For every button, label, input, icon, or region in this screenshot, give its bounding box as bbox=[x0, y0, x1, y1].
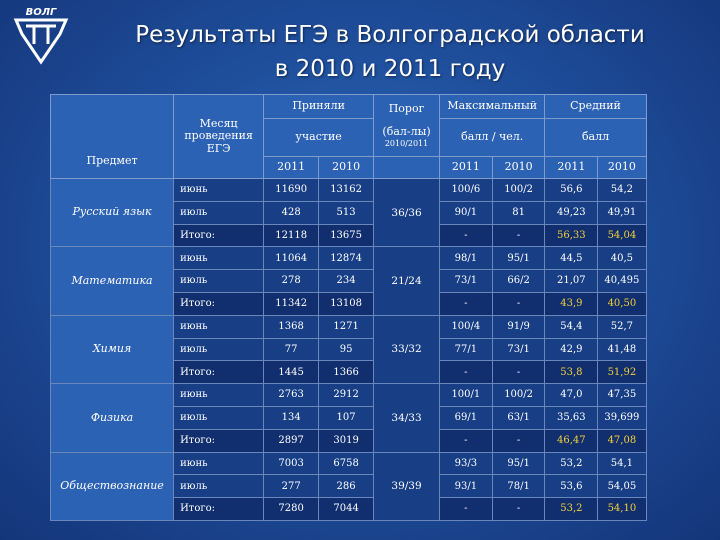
accepted-2010-cell: 1271 bbox=[319, 315, 374, 338]
accepted-2011-cell: 277 bbox=[264, 475, 319, 498]
accepted-2010-cell: 107 bbox=[319, 406, 374, 429]
avg-2010-cell: 54,2 bbox=[598, 179, 646, 202]
month-cell: Итого: bbox=[174, 498, 264, 521]
subject-name: Русский язык bbox=[51, 179, 174, 247]
max-2010-cell: 100/2 bbox=[492, 179, 545, 202]
results-table bbox=[50, 94, 695, 521]
accepted-2011-cell: 1445 bbox=[264, 361, 319, 384]
max-2011-cell: 69/1 bbox=[439, 406, 492, 429]
header-max-2011: 2011 bbox=[439, 157, 492, 179]
accepted-2010-cell: 12874 bbox=[319, 247, 374, 270]
accepted-2010-cell: 286 bbox=[319, 475, 374, 498]
header-max: Максимальный bbox=[439, 95, 545, 119]
avg-2010-cell: 41,48 bbox=[598, 338, 646, 361]
accepted-2010-cell: 1366 bbox=[319, 361, 374, 384]
month-cell: Итого: bbox=[174, 429, 264, 452]
header-threshold bbox=[374, 95, 440, 157]
subject-name: Физика bbox=[51, 384, 174, 452]
avg-2010-cell: 49,91 bbox=[598, 201, 646, 224]
month-cell: июнь bbox=[174, 384, 264, 407]
avg-2010-cell: 54,05 bbox=[598, 475, 646, 498]
max-2010-cell: 81 bbox=[492, 201, 545, 224]
table-row bbox=[51, 247, 695, 270]
accepted-2010-cell: 2912 bbox=[319, 384, 374, 407]
accepted-2011-cell: 7280 bbox=[264, 498, 319, 521]
max-2010-cell: 95/1 bbox=[492, 247, 545, 270]
month-cell: июнь bbox=[174, 315, 264, 338]
avg-2010-cell: 51,92 bbox=[598, 361, 646, 384]
header-avg: Средний bbox=[545, 95, 646, 119]
avg-2011-cell: 56,6 bbox=[545, 179, 598, 202]
accepted-2010-cell: 7044 bbox=[319, 498, 374, 521]
avg-2011-cell: 44,5 bbox=[545, 247, 598, 270]
month-cell: июль bbox=[174, 475, 264, 498]
header-month: Месяц проведения ЕГЭ bbox=[174, 95, 264, 179]
avg-2010-cell: 40,50 bbox=[598, 292, 646, 315]
max-2011-cell: 77/1 bbox=[439, 338, 492, 361]
max-2010-cell: 63/1 bbox=[492, 406, 545, 429]
avg-2011-cell: 53,2 bbox=[545, 452, 598, 475]
header-avg-2010: 2010 bbox=[598, 157, 646, 179]
avg-2011-cell: 53,8 bbox=[545, 361, 598, 384]
avg-2010-cell: 54,1 bbox=[598, 452, 646, 475]
avg-2010-cell: 54,04 bbox=[598, 224, 646, 247]
max-2011-cell: 73/1 bbox=[439, 270, 492, 293]
accepted-2010-cell: 13162 bbox=[319, 179, 374, 202]
header-acc-2011: 2011 bbox=[264, 157, 319, 179]
accepted-2010-cell: 3019 bbox=[319, 429, 374, 452]
subject-name: Обществознание bbox=[51, 452, 174, 520]
accepted-2010-cell: 234 bbox=[319, 270, 374, 293]
header-threshold-unit: (бал-лы) bbox=[382, 124, 431, 138]
max-2010-cell: 73/1 bbox=[492, 338, 545, 361]
avg-2011-cell: 54,4 bbox=[545, 315, 598, 338]
threshold-cell: 21/24 bbox=[374, 247, 440, 315]
max-2011-cell: 93/1 bbox=[439, 475, 492, 498]
avg-2010-cell: 54,10 bbox=[598, 498, 646, 521]
threshold-cell: 36/36 bbox=[374, 179, 440, 247]
avg-2011-cell: 43,9 bbox=[545, 292, 598, 315]
max-2010-cell: 66/2 bbox=[492, 270, 545, 293]
max-2011-cell: - bbox=[439, 429, 492, 452]
avg-2010-cell: 40,5 bbox=[598, 247, 646, 270]
avg-2010-cell: 52,7 bbox=[598, 315, 646, 338]
logo-text: ВОЛГ bbox=[25, 7, 57, 18]
max-2011-cell: 100/6 bbox=[439, 179, 492, 202]
accepted-2011-cell: 1368 bbox=[264, 315, 319, 338]
max-2010-cell: - bbox=[492, 224, 545, 247]
max-2010-cell: - bbox=[492, 429, 545, 452]
subject-name: Математика bbox=[51, 247, 174, 315]
max-2011-cell: - bbox=[439, 224, 492, 247]
header-acc-2010: 2010 bbox=[319, 157, 374, 179]
header-threshold-years: 2010/2011 bbox=[384, 138, 429, 148]
subject-name: Химия bbox=[51, 315, 174, 383]
accepted-2011-cell: 11064 bbox=[264, 247, 319, 270]
avg-2010-cell: 47,35 bbox=[598, 384, 646, 407]
max-2011-cell: 93/3 bbox=[439, 452, 492, 475]
max-2011-cell: - bbox=[439, 361, 492, 384]
month-cell: Итого: bbox=[174, 361, 264, 384]
avg-2010-cell: 47,08 bbox=[598, 429, 646, 452]
accepted-2011-cell: 2763 bbox=[264, 384, 319, 407]
max-2010-cell: 95/1 bbox=[492, 452, 545, 475]
table-row bbox=[51, 315, 695, 338]
max-2010-cell: 78/1 bbox=[492, 475, 545, 498]
avg-2011-cell: 21,07 bbox=[545, 270, 598, 293]
threshold-cell: 39/39 bbox=[374, 452, 440, 520]
max-2010-cell: - bbox=[492, 498, 545, 521]
accepted-2010-cell: 13675 bbox=[319, 224, 374, 247]
avg-2011-cell: 56,33 bbox=[545, 224, 598, 247]
month-cell: июнь bbox=[174, 247, 264, 270]
accepted-2010-cell: 13108 bbox=[319, 292, 374, 315]
table-row bbox=[51, 452, 695, 475]
max-2011-cell: 98/1 bbox=[439, 247, 492, 270]
accepted-2011-cell: 7003 bbox=[264, 452, 319, 475]
header-avg-unit: балл bbox=[545, 119, 646, 157]
header-max-unit: балл / чел. bbox=[439, 119, 545, 157]
table-row bbox=[51, 179, 695, 202]
max-2011-cell: - bbox=[439, 498, 492, 521]
max-2010-cell: - bbox=[492, 292, 545, 315]
avg-2010-cell: 39,699 bbox=[598, 406, 646, 429]
avg-2011-cell: 35,63 bbox=[545, 406, 598, 429]
accepted-2011-cell: 278 bbox=[264, 270, 319, 293]
header-subject-label: Предмет bbox=[86, 154, 138, 168]
table-row bbox=[51, 384, 695, 407]
month-cell: июль bbox=[174, 406, 264, 429]
month-cell: июнь bbox=[174, 452, 264, 475]
accepted-2011-cell: 77 bbox=[264, 338, 319, 361]
month-cell: июль bbox=[174, 270, 264, 293]
avg-2011-cell: 49,23 bbox=[545, 201, 598, 224]
results-table-body bbox=[51, 95, 695, 521]
header-participation: участие bbox=[264, 119, 374, 157]
avg-2011-cell: 53,2 bbox=[545, 498, 598, 521]
max-2010-cell: - bbox=[492, 361, 545, 384]
header-threshold-empty bbox=[374, 157, 440, 179]
accepted-2011-cell: 11690 bbox=[264, 179, 319, 202]
accepted-2011-cell: 2897 bbox=[264, 429, 319, 452]
page-subtitle: в 2010 и 2011 году bbox=[274, 56, 506, 82]
accepted-2011-cell: 428 bbox=[264, 201, 319, 224]
max-2011-cell: 90/1 bbox=[439, 201, 492, 224]
avg-2011-cell: 42,9 bbox=[545, 338, 598, 361]
max-2011-cell: 100/4 bbox=[439, 315, 492, 338]
max-2011-cell: 100/1 bbox=[439, 384, 492, 407]
header-threshold-label: Порог bbox=[388, 102, 425, 116]
max-2011-cell: - bbox=[439, 292, 492, 315]
avg-2011-cell: 53,6 bbox=[545, 475, 598, 498]
avg-2011-cell: 47,0 bbox=[545, 384, 598, 407]
month-cell: Итого: bbox=[174, 292, 264, 315]
header-max-2010: 2010 bbox=[492, 157, 545, 179]
accepted-2010-cell: 513 bbox=[319, 201, 374, 224]
header-row-1 bbox=[51, 95, 695, 119]
month-cell: Итого: bbox=[174, 224, 264, 247]
accepted-2011-cell: 12118 bbox=[264, 224, 319, 247]
page-title: Результаты ЕГЭ в Волгоградской области bbox=[135, 22, 645, 48]
avg-2011-cell: 46,47 bbox=[545, 429, 598, 452]
max-2010-cell: 91/9 bbox=[492, 315, 545, 338]
accepted-2010-cell: 6758 bbox=[319, 452, 374, 475]
threshold-cell: 33/32 bbox=[374, 315, 440, 383]
threshold-cell: 34/33 bbox=[374, 384, 440, 452]
header-accepted: Приняли bbox=[264, 95, 374, 119]
max-2010-cell: 100/2 bbox=[492, 384, 545, 407]
month-cell: июль bbox=[174, 338, 264, 361]
accepted-2010-cell: 95 bbox=[319, 338, 374, 361]
month-cell: июнь bbox=[174, 179, 264, 202]
header-subject bbox=[51, 95, 174, 179]
avg-2010-cell: 40,495 bbox=[598, 270, 646, 293]
accepted-2011-cell: 11342 bbox=[264, 292, 319, 315]
accepted-2011-cell: 134 bbox=[264, 406, 319, 429]
month-cell: июль bbox=[174, 201, 264, 224]
university-emblem-icon bbox=[12, 4, 70, 66]
header-avg-2011: 2011 bbox=[545, 157, 598, 179]
